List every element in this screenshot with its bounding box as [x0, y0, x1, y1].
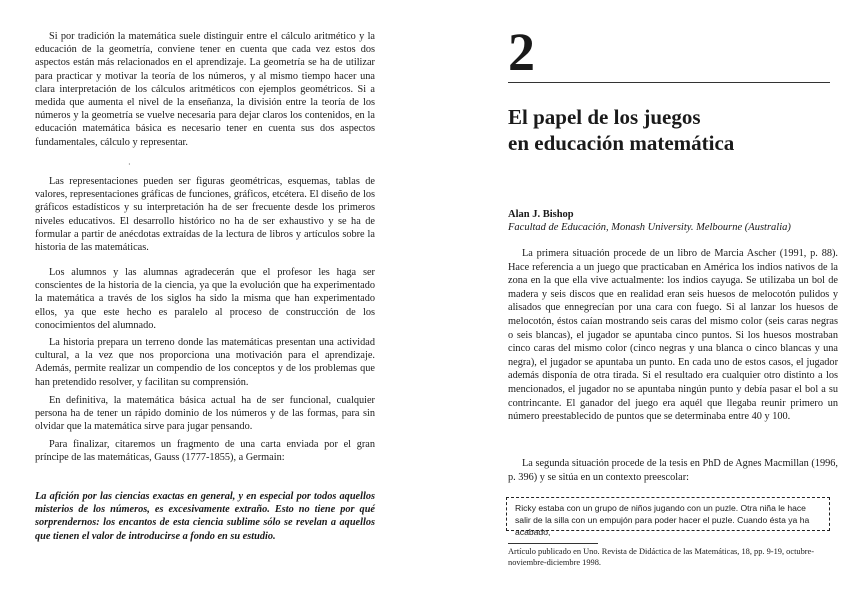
author-affiliation: Facultad de Educación, Monash University. Melbourne (Australia)	[508, 222, 791, 233]
right-paragraph-1-text: La primera situación procede de un libro de Marcia Ascher (1991, p. 88). Hace referencia a un juego que practicaban en América los indios nativos de la zona en la que ella vive actualmente: los indios cayuga. Se utilizaba un bol de madera y seis discos que en realidad eran seis huesos de melocotón pulidos y alisados que ennegrecían por una cara con fuego. Si al lanzar los huesos de melocotón, éstos caían mostrando seis caras del mismo color (seis caras negras o seis blancas), el jugador se apuntaba cinco puntos. Si los huesos mostraban cinco caras del mismo color (cinco negras y una blanca o cinco blancas y una negra), el jugador se apuntaba un punto. En cada uno de estos casos, el jugador además disponía de otra tirada. Si el resultado era cualquier otro distinto a los mencionados, el jugador no se apuntaba ningún punto y debía pasar el bol a su contrincante. El ganador del juego era aquél que llegaba reunir primero un número preestablecido de puntos que se determinaba entre 40 y 100.	[508, 248, 838, 423]
left-paragraph-2	[35, 175, 375, 254]
author-name: Alan J. Bishop	[508, 209, 574, 220]
right-paragraph-2-text: La segunda situación procede de la tesis en PhD de Agnes Macmillan (1996, p. 396) y se sitúa en un contexto preescolar:	[508, 458, 838, 483]
gauss-quote: La afición por las ciencias exactas en general, y en especial por todos aquellos misterios de los números, es excesivamente extraño. Esto no tiene por qué sorprendernos: los encantos de esta ciencia sublime sólo se revelan a aquellos que tienen el valor de introducirse a fondo en su estudio.	[35, 491, 375, 542]
left-paragraph-3	[35, 266, 375, 332]
chapter-title-line-1: El papel de los juegos	[508, 105, 701, 129]
left-paragraph-6-text: Para finalizar, citaremos un fragmento de una carta enviada por el gran príncipe de las matemáticas, Gauss (1777-1855), a Germain:	[35, 439, 375, 464]
left-paragraph-3-text: Los alumnos y las alumnas agradecerán que el profesor les haga ser conscientes de la historia de la ciencia, ya que la evolución que ha experimentado la matemática a través de los siglos ha sido la misma que han experimentado ellos, ya que este hecho es paralelo al proceso de construcción de los conocimientos del alumnado.	[35, 267, 375, 331]
left-paragraph-2-text: Las representaciones pueden ser figuras geométricas, esquemas, tablas de valores, representaciones gráficas de funciones, gráficos, etcétera. El diseño de los gráficos estadísticos y su interpretación ha de ser frecuente desde los primeros niveles educativos. El desarrollo histórico no ha de ser exhaustivo y se ha de formular a partir de anécdotas extraídas de la lectura de libros y artículos sobre la historia de las matemáticas.	[35, 176, 375, 254]
chapter-rule	[508, 82, 830, 83]
left-paragraph-5-text: En definitiva, la matemática básica actual ha de ser funcional, cualquier persona ha de tener un rápido dominio de los números y de las formas, para sin olvidar que la matemática sirve para jugar pensando.	[35, 395, 375, 433]
left-paragraph-4	[35, 336, 375, 389]
right-page	[424, 0, 848, 599]
left-paragraph-1	[35, 30, 375, 149]
scan-mark: ·	[128, 160, 131, 169]
footnote-rule	[508, 543, 598, 544]
right-paragraph-1	[508, 247, 838, 424]
chapter-title	[508, 104, 828, 156]
chapter-number: 2	[508, 22, 535, 82]
left-paragraph-5	[35, 394, 375, 434]
left-paragraph-4-text: La historia prepara un terreno donde las matemáticas presentan una actividad cultural, a la vez que nos proporciona una motivación para el aprendizaje. Además, permite realizar un compendio de los conceptos y de los problemas que han pretendido resolver, y facilitan su comprensión.	[35, 337, 375, 388]
left-paragraph-1-text: Si por tradición la matemática suele distinguir entre el cálculo aritmético y la educación de la geometría, conviene tener en cuenta que cada vez estos dos aspectos están más relacionados en el aprendizaje. La geometría se ha de utilizar para practicar y motivar la teoría de los números, y al mismo tiempo hacer una clara interpretación de los cálculos aritméticos con ejemplos geométricos. Si a medida que aumenta el nivel de la enseñanza, la división entre la teoría de los números y la geometría se vuelve necesaria para dejar claros los contenidos, en la educación matemática básica es necesario tener en cuenta sus dos aspectos fundamentales, cálculo y representar.	[35, 31, 375, 148]
chapter-title-line-2: en educación matemática	[508, 131, 735, 155]
right-paragraph-2	[508, 457, 838, 484]
left-paragraph-6	[35, 438, 375, 464]
quote-box: Ricky estaba con un grupo de niños jugando con un puzle. Otra niña le hace salir de la silla con un empujón para poder hacer el puzle. Cuando ésta ya ha acabado,	[506, 497, 830, 531]
footnote: Artículo publicado en Uno. Revista de Didáctica de las Matemáticas, 18, pp. 9-19, octubre-noviembre-diciembre 1998.	[508, 547, 815, 567]
